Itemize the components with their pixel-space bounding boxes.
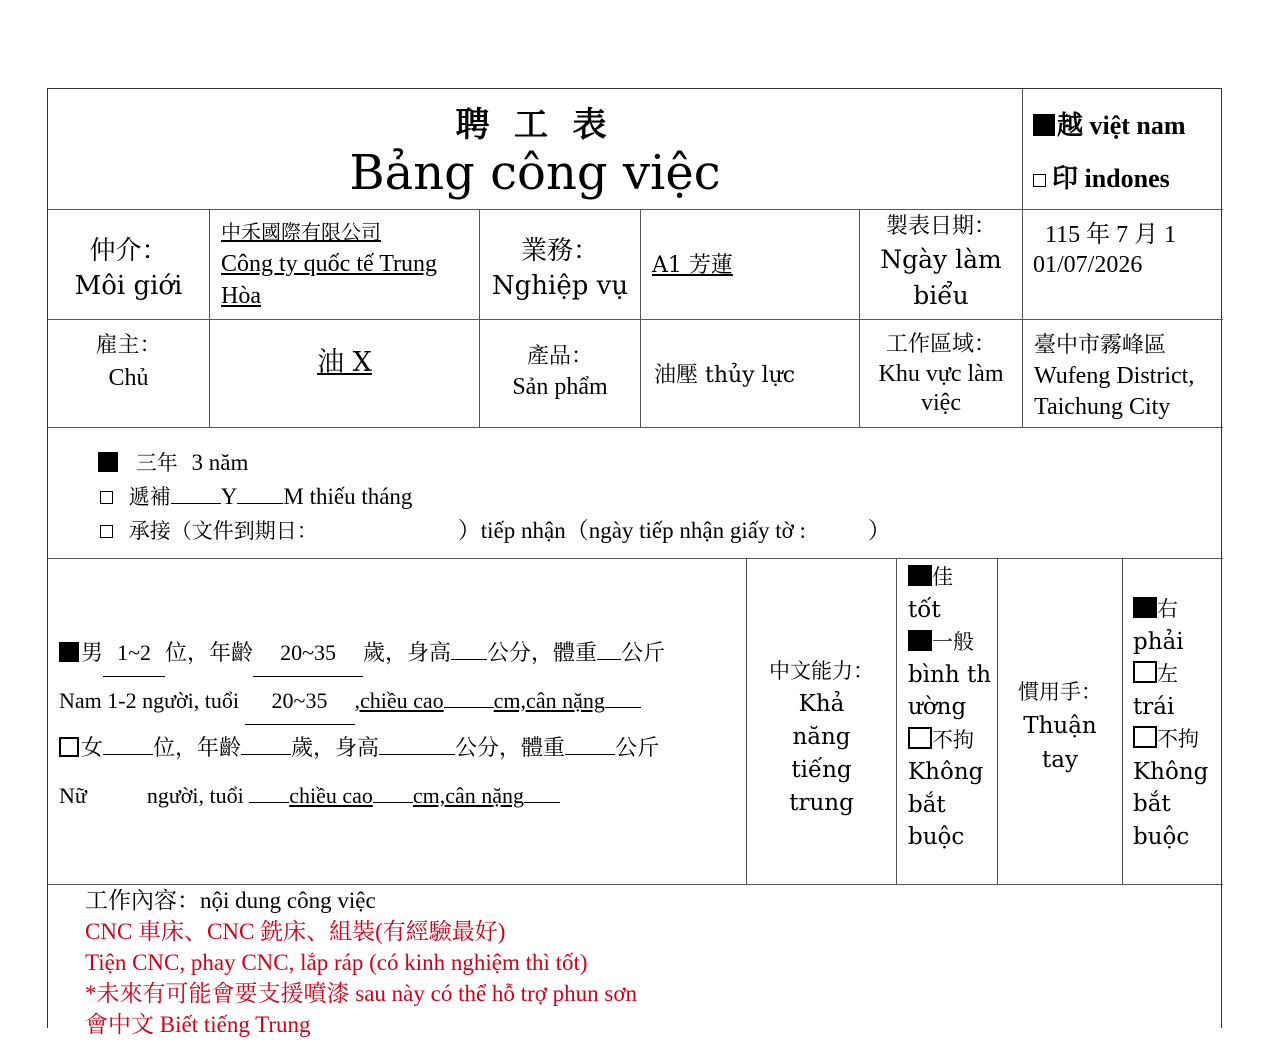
handedness-label-cell bbox=[998, 559, 1123, 885]
title-vi: Bảng công việc bbox=[349, 145, 721, 201]
business-value: A1 芳蓮 bbox=[652, 253, 733, 278]
lang-option-indonesia[interactable]: 印 indones bbox=[1033, 158, 1223, 195]
checked-box-icon bbox=[1033, 114, 1055, 136]
business-label-zh: 業務： bbox=[520, 236, 599, 266]
chinese-ability-label-cell bbox=[747, 559, 897, 885]
job-content-line-3: *未來有可能會要支援噴漆 sau này có thể hỗ trợ phun sơn bbox=[85, 981, 637, 1006]
title-zh: 聘 工 表 bbox=[455, 107, 615, 144]
lang-option-vietnam[interactable]: 越 việt nam bbox=[1033, 105, 1223, 142]
job-form bbox=[47, 88, 1222, 1037]
handedness-options-cell bbox=[1123, 559, 1223, 885]
date-value: 01/07/2026 bbox=[1033, 252, 1143, 278]
contract-option-takeover[interactable]: 承接（文件到期日： ）tiếp nhận（ngày tiếp nhận giấy tờ : ） bbox=[98, 514, 1223, 548]
handedness-label-vi: Thuận tay bbox=[1023, 713, 1097, 773]
worker-requirement-cell bbox=[48, 559, 747, 885]
job-content-line-2: Tiện CNC, phay CNC, lắp ráp (có kinh nghiệm thì tốt) bbox=[85, 950, 588, 975]
contract-cell bbox=[48, 428, 1223, 559]
chinese-option-normal[interactable]: 一般 bình thường bbox=[908, 630, 992, 720]
employer-label-vi: Chủ bbox=[108, 365, 149, 391]
hand-option-any[interactable]: 不拘 Không bắt buộc bbox=[1133, 727, 1209, 850]
broker-value-zh: 中禾國際有限公司 bbox=[221, 220, 381, 244]
checked-box-icon[interactable] bbox=[59, 642, 79, 662]
product-value: 油壓 thủy lực bbox=[654, 363, 796, 388]
business-label-cell bbox=[480, 210, 641, 320]
business-value-cell bbox=[641, 210, 860, 320]
unchecked-box-icon bbox=[100, 491, 113, 504]
area-label-cell bbox=[860, 320, 1023, 428]
unchecked-box-icon[interactable] bbox=[59, 737, 79, 757]
hand-option-right[interactable]: 右 phải bbox=[1133, 597, 1184, 655]
area-value-en: Wufeng District, Taichung City bbox=[1034, 363, 1195, 420]
contract-option-replacement[interactable]: 遞補 Y M thiếu tháng bbox=[98, 480, 1223, 514]
form-title-cell bbox=[48, 89, 1023, 210]
product-label-vi: Sản phẩm bbox=[512, 374, 608, 400]
job-content-label: 工作內容：nội dung công việc bbox=[85, 888, 376, 913]
broker-label-cell bbox=[48, 210, 210, 320]
employer-value: 油 X bbox=[317, 347, 372, 378]
job-content-line-4: 會中文 Biết tiếng Trung bbox=[85, 1012, 311, 1037]
date-label-vi: Ngày làm biểu bbox=[880, 245, 1002, 310]
chinese-option-good[interactable]: 佳 tốt bbox=[908, 565, 953, 623]
female-requirement-zh: 女 位，年齡 歲，身高 公分，體重 公斤 bbox=[59, 725, 746, 772]
hand-option-left[interactable]: 左 trái bbox=[1133, 662, 1178, 720]
female-requirement-vi: Nữ người, tuổi chiều cao cm,cân nặng bbox=[59, 772, 746, 819]
area-value-zh: 臺中市霧峰區 bbox=[1034, 333, 1167, 358]
checked-box-icon bbox=[1133, 597, 1157, 618]
broker-value-vi: Công ty quốc tế Trung Hòa bbox=[221, 251, 438, 309]
date-label-zh: 製表日期： bbox=[885, 214, 996, 239]
chinese-ability-label-vi: Khả năng tiếng trung bbox=[789, 691, 854, 816]
employer-label-cell bbox=[48, 320, 210, 428]
chinese-ability-options-cell bbox=[897, 559, 998, 885]
checked-box-icon bbox=[908, 565, 932, 586]
unchecked-box-icon bbox=[1033, 174, 1046, 187]
job-content-line-1: CNC 車床、CNC 銑床、組裝(有經驗最好) bbox=[85, 919, 506, 944]
product-value-cell bbox=[641, 320, 860, 428]
broker-label-vi: Môi giới bbox=[74, 271, 183, 301]
language-cell bbox=[1023, 89, 1223, 210]
broker-value-cell bbox=[210, 210, 480, 320]
checked-box-icon bbox=[908, 630, 932, 651]
handedness-label-zh: 慣用手： bbox=[1018, 680, 1102, 704]
product-label-cell bbox=[480, 320, 641, 428]
contract-option-three-years[interactable]: 三年 3 năm bbox=[98, 446, 1223, 480]
broker-label-zh: 仲介： bbox=[89, 236, 168, 266]
chinese-option-any[interactable]: 不拘 Không bắt buộc bbox=[908, 727, 984, 850]
unchecked-box-icon bbox=[908, 727, 932, 749]
male-requirement-vi: Nam 1-2 người, tuổi 20~35 ,chiều cao cm,cân nặng bbox=[59, 677, 746, 725]
chinese-ability-label-zh: 中文能力： bbox=[769, 659, 874, 683]
employer-label-zh: 雇主： bbox=[95, 333, 162, 358]
area-label-vi: Khu vực làm việc bbox=[878, 361, 1004, 416]
date-label-cell bbox=[860, 210, 1023, 320]
date-value-zh: 115 年 7 月 1 bbox=[1045, 222, 1177, 248]
unchecked-box-icon bbox=[100, 525, 113, 538]
unchecked-box-icon bbox=[1133, 726, 1157, 748]
employer-value-cell bbox=[210, 320, 480, 428]
area-label-zh: 工作區域： bbox=[885, 332, 996, 357]
date-value-cell bbox=[1023, 210, 1223, 320]
product-label-zh: 產品： bbox=[526, 344, 593, 369]
area-value-cell bbox=[1023, 320, 1223, 428]
business-label-vi: Nghiệp vụ bbox=[491, 271, 629, 301]
checked-box-icon bbox=[98, 452, 118, 472]
job-content-cell bbox=[48, 885, 1223, 1045]
unchecked-box-icon bbox=[1133, 661, 1157, 683]
male-requirement-zh: 男 1~2 位，年齡 20~35 歲，身高 公分，體重 公斤 bbox=[59, 629, 746, 677]
